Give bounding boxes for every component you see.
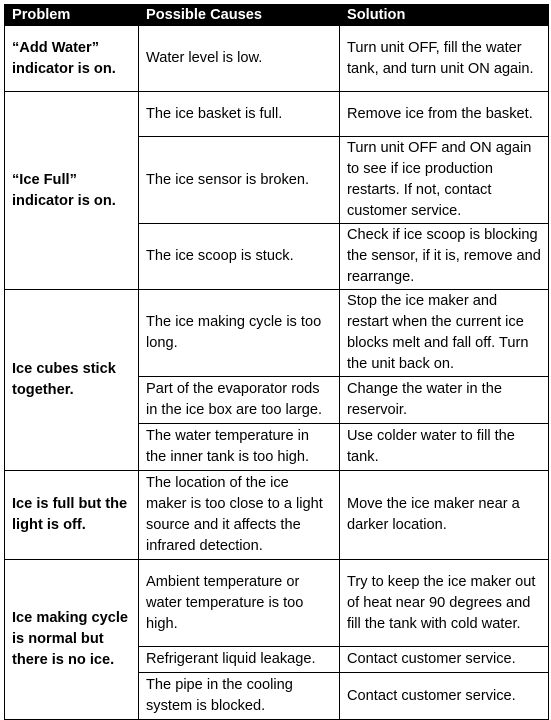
column-header-solution: Solution [340,5,549,26]
problem-cell: “Add Water” indicator is on. [5,26,139,92]
cause-cell: Refrigerant liquid leakage. [139,647,340,673]
cause-cell: Part of the evaporator rods in the ice box are too large. [139,377,340,424]
problem-cell: Ice making cycle is normal but there is no ice. [5,560,139,720]
problem-cell: “Ice Full” indicator is on. [5,92,139,290]
table-row [5,560,549,647]
solution-cell: Contact customer service. [340,673,549,720]
cause-cell: The water temperature in the inner tank is too high. [139,424,340,471]
problem-cell: Ice is full but the light is off. [5,471,139,560]
solution-cell: Move the ice maker near a darker location. [340,471,549,560]
cause-cell: The ice scoop is stuck. [139,224,340,290]
problem-cell: Ice cubes stick together. [5,290,139,471]
cause-cell: The pipe in the cooling system is blocked. [139,673,340,720]
solution-cell: Try to keep the ice maker out of heat near 90 degrees and fill the tank with cold water. [340,560,549,647]
table-row [5,290,549,377]
table-row [5,471,549,560]
troubleshooting-table [4,4,549,720]
solution-cell: Change the water in the reservoir. [340,377,549,424]
solution-cell: Turn unit OFF and ON again to see if ice production restarts. If not, contact customer service. [340,137,549,224]
cause-cell: The ice making cycle is too long. [139,290,340,377]
table-row [5,26,549,92]
solution-cell: Stop the ice maker and restart when the current ice blocks melt and fall off. Turn the unit back on. [340,290,549,377]
solution-cell: Contact customer service. [340,647,549,673]
cause-cell: The ice sensor is broken. [139,137,340,224]
solution-cell: Remove ice from the basket. [340,92,549,137]
cause-cell: The location of the ice maker is too close to a light source and it affects the infrared detection. [139,471,340,560]
header-row [5,5,549,26]
cause-cell: Ambient temperature or water temperature is too high. [139,560,340,647]
cause-cell: The ice basket is full. [139,92,340,137]
solution-cell: Check if ice scoop is blocking the sensor, if it is, remove and rearrange. [340,224,549,290]
column-header-problem: Problem [5,5,139,26]
table-row [5,92,549,137]
solution-cell: Use colder water to fill the tank. [340,424,549,471]
cause-cell: Water level is low. [139,26,340,92]
solution-cell: Turn unit OFF, fill the water tank, and turn unit ON again. [340,26,549,92]
column-header-possible-causes: Possible Causes [139,5,340,26]
